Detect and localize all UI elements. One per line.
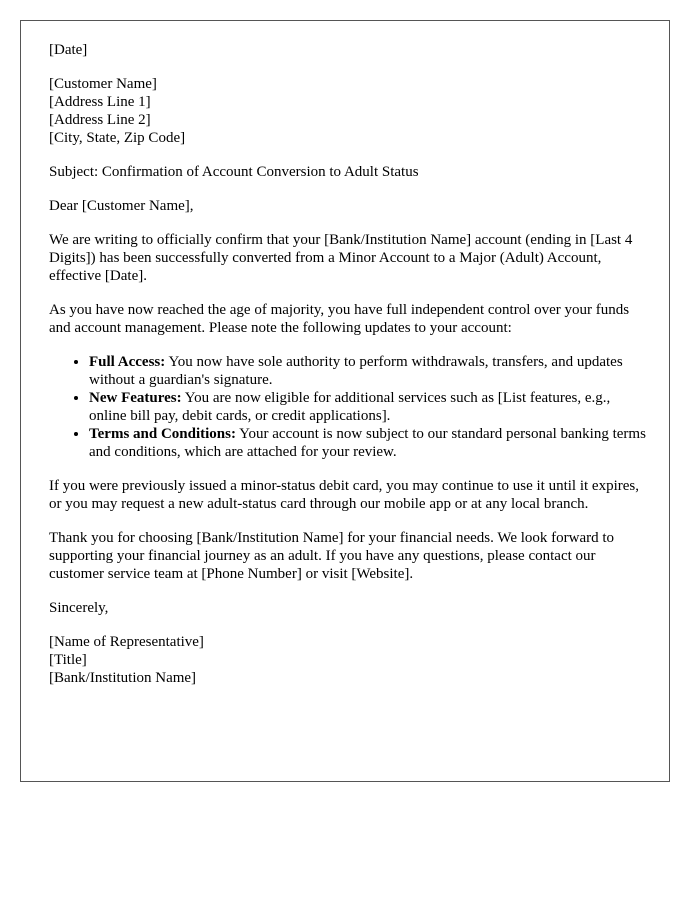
recipient-name: [Customer Name]: [49, 76, 157, 92]
body-paragraph-2: As you have now reached the age of majority, you have full independent control over your funds and account management. Please note the following updates to your account:: [49, 302, 630, 336]
letter-page: [20, 20, 670, 782]
signature-title: [Title]: [49, 652, 87, 668]
letter-salutation: Dear [Customer Name],: [49, 198, 194, 214]
update-term: Terms and Conditions:: [89, 426, 236, 442]
body-paragraph-4: Thank you for choosing [Bank/Institution Name] for your financial needs. We look forward to supporting your financial journey as an adult. If you have any questions, please contact our customer service team at [Phone Number] or visit [Website].: [49, 530, 615, 582]
update-text: You now have sole authority to perform withdrawals, transfers, and updates without a guardian's signature.: [89, 354, 623, 388]
update-item-terms: [89, 425, 649, 461]
letter-subject: Subject: Confirmation of Account Conversion to Adult Status: [49, 164, 419, 180]
update-text: You are now eligible for additional services such as [List features, e.g., online bill pay, debit cards, or credit applications].: [89, 390, 611, 424]
updates-list: [49, 353, 649, 461]
recipient-city-state-zip: [City, State, Zip Code]: [49, 130, 186, 146]
update-term: Full Access:: [89, 354, 166, 370]
body-paragraph-1: We are writing to officially confirm that your [Bank/Institution Name] account (ending in [Last 4 Digits]) has been successfully converted from a Minor Account to a Major (Adult) Account, effective [Date].: [49, 232, 633, 284]
update-term: New Features:: [89, 390, 182, 406]
signature-institution: [Bank/Institution Name]: [49, 670, 197, 686]
letter-date: [Date]: [49, 42, 88, 58]
update-item-full-access: [89, 353, 649, 389]
update-text: Your account is now subject to our standard personal banking terms and conditions, which are attached for your review.: [89, 426, 646, 460]
letter-closing: Sincerely,: [49, 600, 109, 616]
recipient-address-line-2: [Address Line 2]: [49, 112, 151, 128]
recipient-address-block: [49, 75, 649, 147]
body-paragraph-3: If you were previously issued a minor-status debit card, you may continue to use it until it expires, or you may request a new adult-status card through our mobile app or at any local branch.: [49, 478, 639, 512]
recipient-address-line-1: [Address Line 1]: [49, 94, 151, 110]
update-item-new-features: [89, 389, 649, 425]
signature-representative: [Name of Representative]: [49, 634, 204, 650]
signature-block: [49, 633, 649, 687]
